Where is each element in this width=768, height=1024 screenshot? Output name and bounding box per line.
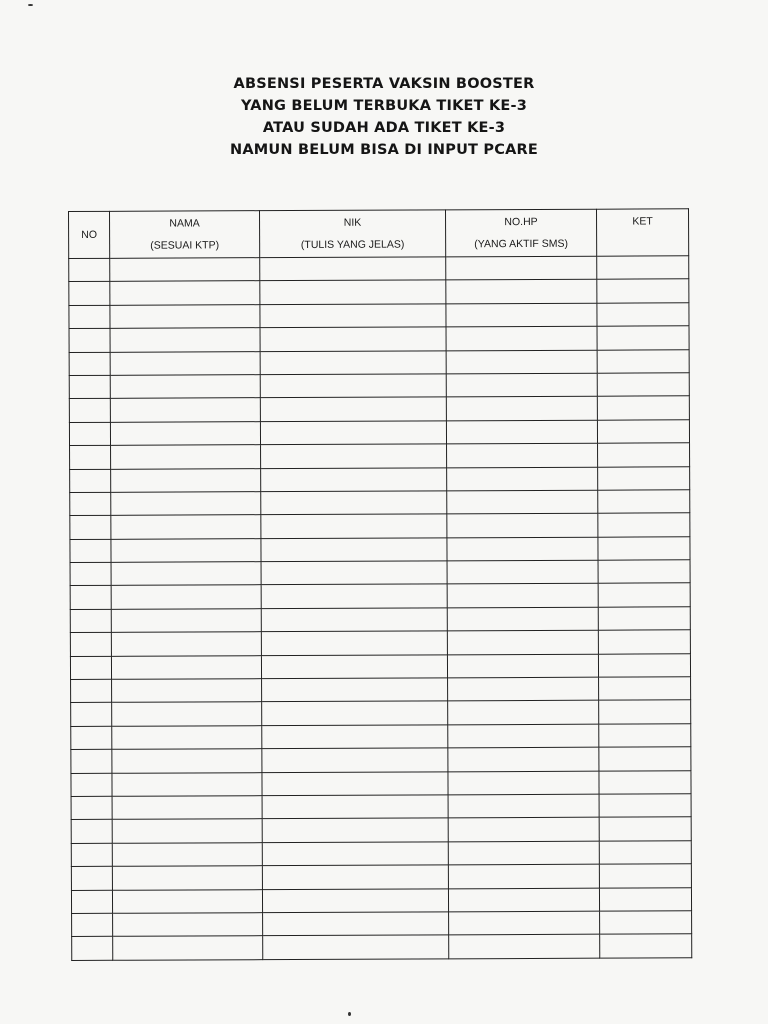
cell-nama	[110, 351, 260, 375]
cell-nik	[262, 771, 448, 795]
cell-hp	[448, 724, 599, 748]
cell-hp	[447, 490, 598, 514]
cell-nik	[261, 538, 447, 562]
cell-hp	[448, 864, 599, 888]
cell-no	[70, 633, 111, 657]
table-row	[69, 349, 689, 375]
cell-hp	[447, 443, 598, 467]
cell-nik	[260, 350, 446, 374]
cell-nama	[111, 562, 261, 586]
title-line-2: YANG BELUM TERBUKA TIKET KE-3	[240, 98, 528, 114]
cell-hp	[448, 841, 599, 865]
cell-ket	[599, 724, 691, 748]
cell-no	[72, 913, 113, 937]
attendance-table	[68, 208, 692, 961]
cell-hp	[448, 701, 599, 725]
cell-no	[71, 773, 112, 797]
cell-ket	[599, 747, 691, 771]
cell-nik	[262, 818, 448, 842]
cell-ket	[598, 560, 690, 584]
cell-nama	[110, 398, 260, 422]
cell-no	[71, 890, 112, 914]
cell-nik	[261, 654, 447, 678]
cell-nik	[262, 678, 448, 702]
header-nama-label: NAMA	[169, 217, 200, 230]
table-row	[70, 513, 690, 539]
table-row	[70, 583, 690, 609]
header-no-label: NO	[81, 228, 98, 241]
cell-ket	[597, 303, 689, 327]
cell-nama	[111, 492, 261, 516]
table-row	[71, 677, 691, 703]
cell-nik	[263, 912, 449, 936]
table-header-row	[69, 209, 689, 259]
cell-ket	[599, 677, 691, 701]
cell-no	[70, 539, 111, 563]
cell-hp	[449, 911, 600, 935]
table-row	[71, 817, 691, 843]
cell-nik	[261, 561, 447, 585]
header-nik	[260, 210, 446, 258]
table-row	[71, 887, 691, 913]
cell-hp	[448, 818, 599, 842]
cell-no	[70, 516, 111, 540]
cell-ket	[600, 911, 692, 935]
cell-nama	[111, 609, 261, 633]
cell-no	[70, 586, 111, 610]
table-row	[70, 653, 690, 679]
cell-nama	[112, 702, 262, 726]
cell-no	[70, 656, 111, 680]
cell-nama	[110, 421, 260, 445]
table-row	[70, 443, 690, 469]
cell-nik	[263, 935, 449, 959]
table-row	[70, 630, 690, 656]
cell-nama	[112, 866, 262, 890]
cell-nama	[111, 445, 261, 469]
cell-hp	[446, 326, 597, 350]
table-row	[69, 303, 689, 329]
cell-nik	[262, 748, 448, 772]
cell-no	[69, 328, 110, 352]
cell-no	[71, 726, 112, 750]
cell-ket	[599, 817, 691, 841]
table-row	[70, 490, 690, 516]
cell-no	[69, 305, 110, 329]
cell-nama	[111, 515, 261, 539]
table-row	[69, 326, 689, 352]
cell-ket	[597, 349, 689, 373]
cell-no	[70, 492, 111, 516]
title-line-3: ATAU SUDAH ADA TIKET KE-3	[262, 120, 506, 136]
table-row	[70, 466, 690, 492]
cell-nama	[113, 936, 263, 960]
table-row	[69, 373, 689, 399]
cell-nik	[262, 842, 448, 866]
cell-nik	[261, 584, 447, 608]
cell-hp	[446, 280, 597, 304]
cell-hp	[446, 256, 597, 280]
cell-no	[69, 422, 110, 446]
cell-hp	[446, 350, 597, 374]
cell-no	[71, 796, 112, 820]
cell-nama	[112, 749, 262, 773]
cell-nik	[261, 608, 447, 632]
cell-hp	[447, 607, 598, 631]
cell-no	[71, 750, 112, 774]
header-no	[69, 211, 110, 258]
table-row	[69, 396, 689, 422]
cell-no	[69, 282, 110, 306]
cell-nik	[261, 444, 447, 468]
title-line-1: ABSENSI PESERTA VAKSIN BOOSTER	[233, 76, 535, 92]
cell-ket	[599, 864, 691, 888]
title-line-4: NAMUN BELUM BISA DI INPUT PCARE	[230, 142, 538, 158]
cell-no	[71, 679, 112, 703]
cell-ket	[599, 700, 691, 724]
cell-nik	[261, 467, 447, 491]
cell-no	[71, 866, 112, 890]
cell-nik	[260, 304, 446, 328]
table-row	[70, 560, 690, 586]
cell-nik	[260, 421, 446, 445]
cell-nik	[262, 701, 448, 725]
cell-nama	[110, 281, 260, 305]
header-nik-label: NIK	[343, 216, 362, 229]
table-row	[71, 770, 691, 796]
cell-nama	[112, 679, 262, 703]
cell-no	[71, 820, 112, 844]
cell-hp	[447, 467, 598, 491]
cell-nama	[113, 913, 263, 937]
header-ket-label: KET	[632, 215, 653, 228]
cell-ket	[598, 443, 690, 467]
cell-nama	[111, 538, 261, 562]
cell-no	[69, 399, 110, 423]
cell-nik	[260, 374, 446, 398]
cell-nama	[110, 328, 260, 352]
table-body	[69, 256, 692, 961]
cell-hp	[446, 373, 597, 397]
cell-hp	[448, 747, 599, 771]
cell-nama	[112, 819, 262, 843]
header-nama-sublabel: (SESUAI KTP)	[150, 239, 220, 252]
cell-nama	[111, 585, 261, 609]
cell-no	[69, 375, 110, 399]
cell-ket	[598, 653, 690, 677]
cell-ket	[599, 887, 691, 911]
cell-no	[71, 843, 112, 867]
cell-ket	[598, 490, 690, 514]
scan-speck	[348, 1012, 351, 1016]
cell-ket	[598, 607, 690, 631]
cell-nama	[111, 655, 261, 679]
cell-nama	[110, 304, 260, 328]
cell-hp	[447, 654, 598, 678]
cell-hp	[447, 584, 598, 608]
table-row	[71, 841, 691, 867]
cell-ket	[597, 373, 689, 397]
cell-nik	[262, 725, 448, 749]
cell-nama	[110, 258, 260, 282]
cell-nik	[262, 888, 448, 912]
table-row	[71, 747, 691, 773]
table-row	[71, 700, 691, 726]
table-row	[71, 724, 691, 750]
cell-nama	[112, 772, 262, 796]
cell-nik	[260, 327, 446, 351]
cell-no	[70, 469, 111, 493]
table-row	[70, 607, 690, 633]
cell-ket	[599, 770, 691, 794]
table-row	[71, 864, 691, 890]
cell-ket	[597, 326, 689, 350]
cell-ket	[597, 396, 689, 420]
cell-hp	[447, 537, 598, 561]
cell-nama	[112, 889, 262, 913]
cell-hp	[447, 513, 598, 537]
cell-nik	[262, 795, 448, 819]
cell-nama	[112, 725, 262, 749]
cell-no	[70, 445, 111, 469]
cell-ket	[599, 841, 691, 865]
header-hp-sublabel: (YANG AKTIF SMS)	[474, 237, 569, 251]
cell-ket	[598, 630, 690, 654]
header-nik-sublabel: (TULIS YANG JELAS)	[300, 238, 405, 251]
cell-no	[69, 258, 110, 282]
cell-no	[70, 562, 111, 586]
cell-nama	[111, 632, 261, 656]
cell-nik	[260, 280, 446, 304]
cell-ket	[598, 583, 690, 607]
header-hp	[445, 209, 596, 257]
table-row	[71, 794, 691, 820]
cell-nama	[112, 842, 262, 866]
cell-ket	[599, 794, 691, 818]
cell-nik	[261, 514, 447, 538]
cell-nama	[110, 375, 260, 399]
table-row	[69, 420, 689, 446]
cell-nik	[261, 491, 447, 515]
cell-hp	[448, 888, 599, 912]
scan-speck	[28, 4, 33, 6]
cell-ket	[600, 934, 692, 958]
cell-nik	[261, 631, 447, 655]
cell-ket	[598, 466, 690, 490]
cell-ket	[597, 279, 689, 303]
header-nama	[110, 211, 260, 259]
cell-nik	[262, 865, 448, 889]
cell-nik	[260, 397, 446, 421]
cell-no	[70, 609, 111, 633]
table-row	[72, 934, 692, 960]
header-hp-label: NO.HP	[504, 215, 538, 229]
cell-no	[69, 352, 110, 376]
cell-hp	[446, 303, 597, 327]
cell-hp	[448, 794, 599, 818]
cell-nama	[112, 796, 262, 820]
table-row	[70, 536, 690, 562]
cell-no	[71, 703, 112, 727]
cell-ket	[597, 420, 689, 444]
cell-nama	[111, 468, 261, 492]
table-row	[69, 256, 689, 282]
cell-hp	[449, 935, 600, 959]
cell-hp	[447, 630, 598, 654]
cell-ket	[598, 513, 690, 537]
cell-no	[72, 937, 113, 961]
cell-ket	[597, 256, 689, 280]
document-title	[0, 73, 768, 161]
cell-nik	[260, 257, 446, 281]
table-row	[69, 279, 689, 305]
cell-hp	[448, 771, 599, 795]
cell-hp	[448, 677, 599, 701]
table-row	[72, 911, 692, 937]
cell-hp	[446, 397, 597, 421]
header-ket	[596, 209, 688, 256]
cell-hp	[446, 420, 597, 444]
cell-ket	[598, 536, 690, 560]
cell-hp	[447, 560, 598, 584]
